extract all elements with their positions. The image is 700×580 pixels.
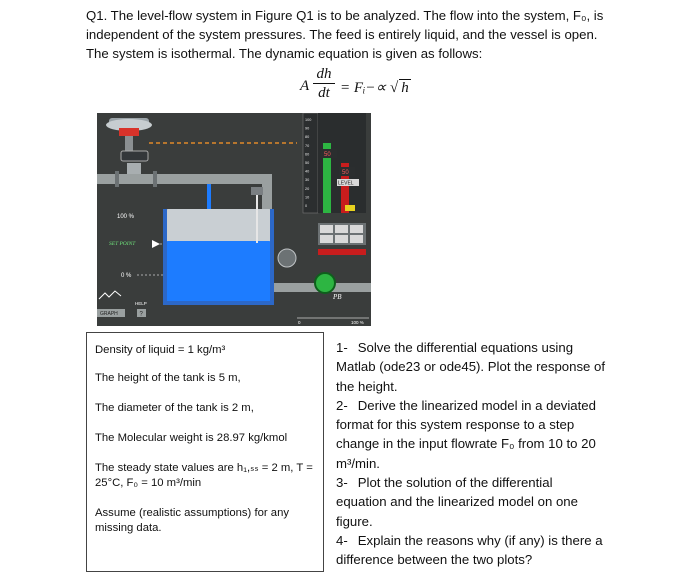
outlet-pump: [315, 273, 335, 293]
given-data-box: [86, 332, 324, 572]
data-steady-state: [95, 461, 315, 491]
inlet-pipe: [97, 174, 272, 184]
scale-tick-label: 80: [305, 135, 310, 140]
task-2-text-a: Derive the linearized model in a deviated: [357, 397, 596, 413]
task-3-text-a: Plot the solution of the differential: [357, 475, 553, 491]
equation-denominator: dt: [318, 85, 330, 101]
task-2-line-c: change in the input flowrate F₀ from 10 to 20: [336, 436, 596, 452]
data-steady-line-1: The steady state values are h₁,ₛₛ = 2 m, T =: [95, 462, 313, 474]
fraction-bar: [313, 83, 335, 84]
scale-tick-label: 30: [305, 178, 310, 183]
label-setpoint: SET POINT: [109, 241, 136, 247]
task-2-number: 2-: [336, 397, 348, 413]
controller-label: PB: [333, 293, 342, 301]
task-list: [336, 338, 617, 570]
task-1-line-c: the height.: [336, 378, 398, 394]
equation-rhs-prefix: = Fᵢ−∝: [340, 80, 390, 96]
question-intro: [86, 6, 646, 63]
data-assume-line-1: Assume (realistic assumptions) for any: [95, 507, 289, 519]
task-1-text-a: Solve the differential equations using: [357, 340, 574, 355]
controller-key[interactable]: [320, 235, 333, 243]
task-1-line-a: [336, 338, 617, 357]
task-1-number: 1-: [336, 340, 348, 355]
data-density: Density of liquid = 1 kg/m³: [95, 344, 226, 356]
tank-wall-bottom: [163, 301, 274, 305]
tank-wall-right: [270, 209, 274, 305]
equation-rhs: [340, 78, 411, 97]
scale-tick-label: 100: [305, 118, 312, 122]
controller-key[interactable]: [335, 235, 348, 243]
intro-line-3: The system is isothermal. The dynamic equation is given as follows:: [86, 46, 483, 61]
equation-coefficient: A: [300, 78, 310, 94]
controller-key[interactable]: [320, 225, 333, 233]
bottom-scale-0: 0: [298, 320, 301, 325]
scale-tick-label: 0: [305, 204, 308, 208]
data-molecular-weight: The Molecular weight is 28.97 kg/kmol: [95, 432, 288, 444]
task-4-text-a: Explain the reasons why (if any) is there a: [357, 532, 603, 548]
task-3-number: 3-: [336, 475, 348, 491]
valve-position-display: [121, 151, 148, 161]
process-diagram: [97, 113, 371, 326]
controller-red-bar: [318, 249, 366, 255]
scale-tick-label: 50: [305, 161, 310, 165]
task-3-line-b: equation and the linearized model on one: [336, 494, 578, 510]
scale-tick-label: 90: [305, 126, 310, 131]
label-0: 0 %: [121, 273, 132, 279]
graph-button-label: GRAPH: [100, 311, 118, 317]
task-2-line-a: [336, 396, 617, 415]
task-4-line-b: difference between the two plots?: [336, 552, 533, 568]
level-tag: LEVEL: [338, 180, 354, 187]
data-assumptions: [95, 506, 315, 536]
task-4-number: 4-: [336, 532, 348, 548]
controller-key[interactable]: [350, 225, 363, 233]
flow-meter-dial: [278, 249, 296, 267]
task-4-line-a: [336, 531, 617, 550]
data-assume-line-2: missing data.: [95, 522, 162, 534]
intro-line-2: independent of the system pressures. The feed is entirely liquid, and the vessel is open.: [86, 27, 598, 42]
controller-key[interactable]: [350, 235, 363, 243]
equation-radicand: h: [401, 80, 409, 96]
data-height: The height of the tank is 5 m,: [95, 372, 241, 384]
scale-tick-label: 60: [305, 152, 310, 157]
equation-numerator: dh: [316, 66, 332, 82]
valve-stem: [125, 136, 133, 152]
pipe-flange: [153, 171, 157, 187]
data-steady-line-2: 25°C, F₀ = 10 m³/min: [95, 477, 202, 489]
task-2-line-d: m³/min.: [336, 455, 380, 471]
scale-tick-label: 70: [305, 143, 310, 148]
figure-q1-level-control-panel: [97, 113, 371, 326]
sp-readout: 50: [324, 152, 331, 158]
task-1-line-b: Matlab (ode23 or ode45). Plot the response of: [336, 359, 606, 375]
tank-wall-left: [163, 209, 167, 305]
tank-liquid: [163, 241, 274, 305]
help-label: HELP: [135, 301, 147, 306]
bottom-scale-100: 100 %: [351, 320, 364, 325]
indicator-yellow-tab: [345, 205, 355, 211]
pipe-flange: [115, 171, 119, 187]
pv-readout: 50: [342, 170, 349, 176]
scale-tick-label: 10: [305, 195, 310, 200]
task-3-line-a: [336, 473, 617, 492]
level-sensor-head: [251, 187, 263, 195]
radical-sign: √: [390, 80, 399, 96]
data-diameter: The diameter of the tank is 2 m,: [95, 402, 254, 414]
controller-key[interactable]: [335, 225, 348, 233]
help-button-label: ?: [139, 311, 143, 318]
scale-tick-label: 40: [305, 169, 310, 174]
label-100: 100 %: [117, 214, 135, 220]
dynamic-equation: [296, 66, 436, 110]
task-2-line-b: format for this system response to a step: [336, 417, 575, 433]
task-3-line-c: figure.: [336, 513, 373, 529]
equation-derivative: [313, 66, 335, 101]
intro-line-1: Q1. The level-flow system in Figure Q1 is to be analyzed. The flow into the system, F₀, is: [86, 8, 604, 23]
scale-tick-label: 20: [305, 186, 310, 191]
valve-red-body: [119, 128, 139, 136]
